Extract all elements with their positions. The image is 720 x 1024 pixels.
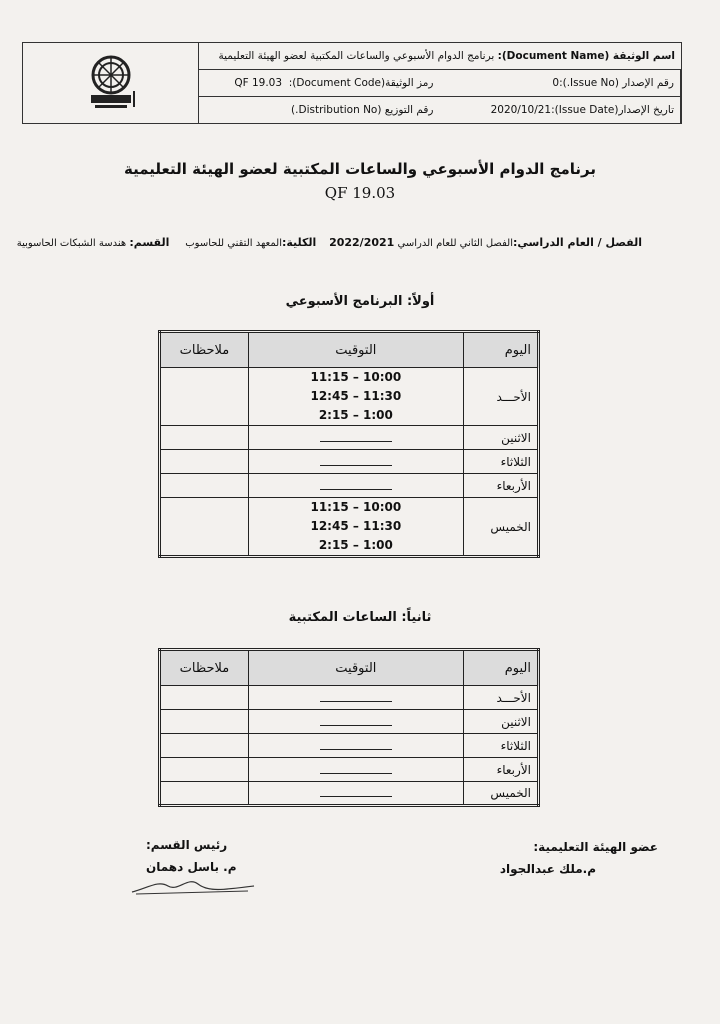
time-cell [248, 474, 463, 498]
department-value: هندسة الشبكات الحاسوبية [16, 238, 127, 249]
col-day-header: اليوم [463, 332, 538, 368]
doc-name-label: اسم الوثيقة (Document Name): [497, 50, 675, 62]
faculty-member-name: م.ملك عبدالجواد [499, 862, 596, 876]
time-cell [248, 450, 463, 474]
document-header [22, 42, 682, 124]
issue-date-value: 2020/10/21 [490, 104, 552, 116]
table-header-row [160, 332, 539, 368]
time-slot: 11:15 – 10:00 [310, 500, 402, 514]
table-row [160, 426, 539, 450]
doc-name-value: برنامج الدوام الأسبوعي والساعات المكتبية لعضو الهيئة التعليمية [218, 50, 495, 62]
doc-code-cell [199, 70, 440, 96]
term-label: الفصل / العام الدراسي: [513, 236, 642, 249]
notes-cell [160, 426, 249, 450]
day-cell: الخميس [463, 498, 538, 557]
notes-cell [160, 686, 249, 710]
table-row [160, 450, 539, 474]
col-notes-header: ملاحظات [160, 650, 249, 686]
time-slot: 2:15 – 1:00 [318, 408, 393, 422]
signature-scribble-icon [128, 870, 258, 898]
time-cell [248, 734, 463, 758]
blank-line [320, 693, 392, 702]
office-hours-table [158, 648, 540, 807]
notes-cell [160, 710, 249, 734]
blank-line [320, 481, 392, 490]
time-cell [248, 758, 463, 782]
blank-line [320, 457, 392, 466]
issue-date-label: تاريخ الإصدار(Issue Date): [551, 104, 674, 116]
day-cell: الأحـــد [463, 686, 538, 710]
time-cell [248, 368, 463, 426]
department-label: القسم: [129, 236, 170, 249]
table-row [160, 498, 539, 557]
time-cell [248, 710, 463, 734]
document-code: QF 19.03 [324, 184, 396, 202]
day-cell: الاثنين [463, 710, 538, 734]
table-row [160, 734, 539, 758]
day-cell: الثلاثاء [463, 734, 538, 758]
day-cell: الأربعاء [463, 474, 538, 498]
day-cell: الخميس [463, 782, 538, 806]
blank-line [320, 765, 392, 774]
notes-cell [160, 498, 249, 557]
notes-cell [160, 782, 249, 806]
issue-date-cell [440, 97, 682, 123]
notes-cell [160, 734, 249, 758]
faculty-member-title: عضو الهيئة التعليمية: [533, 840, 658, 854]
table-header-row [160, 650, 539, 686]
blank-line [320, 788, 392, 797]
time-cell [248, 686, 463, 710]
time-slot: 11:15 – 10:00 [310, 370, 402, 384]
time-cell [248, 426, 463, 450]
table-row [160, 782, 539, 806]
notes-cell [160, 368, 249, 426]
issue-no-value: 0 [552, 77, 560, 89]
day-cell: الأحـــد [463, 368, 538, 426]
academic-year: 2022/2021 [329, 236, 395, 249]
table-row [160, 710, 539, 734]
table-row [160, 474, 539, 498]
table-row [160, 758, 539, 782]
university-logo-cell [23, 43, 199, 123]
weekly-program-title: أولاً: البرنامج الأسبوعي [285, 294, 435, 309]
blank-line [320, 741, 392, 750]
doc-code-label: رمز الوثيقة(Document Code): [288, 77, 434, 89]
table-row [160, 368, 539, 426]
office-hours-title: ثانياً: الساعات المكتبية [288, 610, 432, 625]
doc-name-cell [199, 43, 681, 69]
department-head-name: م. باسل دهمان [146, 860, 237, 874]
col-notes-header: ملاحظات [160, 332, 249, 368]
time-cell [248, 498, 463, 557]
university-logo-icon [81, 51, 141, 115]
time-cell [248, 782, 463, 806]
table-row [160, 686, 539, 710]
term-value: الفصل الثاني للعام الدراسي [397, 238, 513, 249]
distribution-no-label: رقم التوزيع (Distribution No.) [291, 104, 434, 116]
notes-cell [160, 450, 249, 474]
blank-line [320, 433, 392, 442]
college-label: الكلية: [281, 236, 317, 249]
time-slot: 12:45 – 11:30 [310, 389, 402, 403]
issue-no-cell [440, 70, 682, 96]
department-head-title: رئيس القسم: [146, 838, 228, 852]
distribution-no-cell [199, 97, 440, 123]
col-time-header: التوقيت [248, 650, 463, 686]
day-cell: الأربعاء [463, 758, 538, 782]
doc-code-value: QF 19.03 [234, 77, 283, 89]
col-time-header: التوقيت [248, 332, 463, 368]
college-value: المعهد التقني للحاسوب [185, 238, 282, 249]
col-day-header: اليوم [463, 650, 538, 686]
time-slot: 12:45 – 11:30 [310, 519, 402, 533]
notes-cell [160, 758, 249, 782]
info-line [17, 236, 642, 249]
time-slot: 2:15 – 1:00 [318, 538, 393, 552]
notes-cell [160, 474, 249, 498]
day-cell: الاثنين [463, 426, 538, 450]
blank-line [320, 717, 392, 726]
day-cell: الثلاثاء [463, 450, 538, 474]
issue-no-label: رقم الإصدار (Issue No.): [559, 77, 674, 89]
weekly-program-table [158, 330, 540, 558]
document-title: برنامج الدوام الأسبوعي والساعات المكتبية لعضو الهيئة التعليمية [124, 160, 596, 178]
